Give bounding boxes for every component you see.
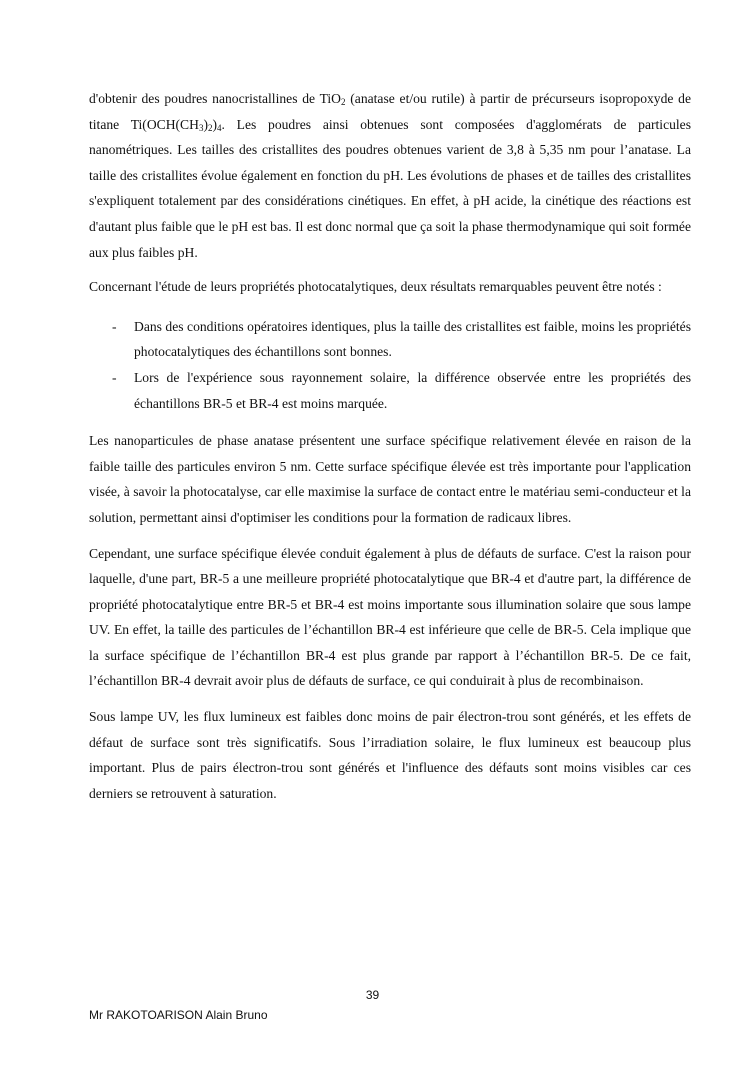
subscript: 2 [341,97,346,107]
paragraph-anatase-surface: Les nanoparticules de phase anatase présentent une surface spécifique relativement élevée en raison de la faible taille des particules environ 5 nm. Cette surface spécifique élevée est très importante pour l'application visée, à savoir la photocatalyse, car elle maximise la surface de contact entre le matériau semi-conducteur et la solution, permettant ainsi d'optimiser les conditions pour la formation de radicaux libres. [89,433,691,525]
text-run: (anatase et/ou rutile) à partir de précurseurs isopropoxyde de titane Ti(OCH(CH [89,91,691,132]
paragraph-uv-vs-solar: Sous lampe UV, les flux lumineux est faibles donc moins de pair électron-trou sont générés, et les effets de défaut de surface sont très significatifs. Sous l’irradiation solaire, le flux lumineux est beaucoup plus important. Plus de pairs électron-trou sont générés et l'influence des défauts sont moins visibles car ces derniers se retrouvent à saturation. [89,709,691,801]
text-run: d'obtenir des poudres nanocristallines de TiO [89,91,341,106]
text-run: ) [212,116,218,132]
list-item [89,365,691,416]
paragraph-synthesis [89,86,691,265]
text-run: . Les poudres ainsi obtenues sont composées d'agglomérats de particules nanométriques. Les tailles des cristallites des poudres obtenues varient de 3,8 à 5,35 nm pour l’anatase. La taille des cristallites évolue également en fonction du pH. Les évolutions de phases et de tailles des cristallites s'expliquent totalement par des considérations cinétiques. En effet, à pH acide, la cinétique des réactions est d'autant plus faible que le pH est bas. Il est donc normal que ça soit la phase thermodynamique qui soit formée aux plus faibles pH. [89,116,691,260]
paragraph-photocatalytic-intro: Concernant l'étude de leurs propriétés photocatalytiques, deux résultats remarquables peuvent être notés : [89,279,662,295]
subscript: 2 [207,122,213,133]
subscript: 3 [198,122,204,133]
subscript: 4 [217,122,222,133]
list-item [89,314,691,365]
body-text [89,86,691,816]
text-run: ) [203,116,208,132]
bullet-dash: - [112,369,117,385]
results-list [89,314,691,416]
page-number: 39 [365,988,380,1002]
bullet-dash: - [112,318,117,334]
list-item-text: Lors de l'expérience sous rayonnement solaire, la différence observée entre les propriétés des échantillons BR-5 et BR-4 est moins marquée. [134,369,691,411]
footer-author: Mr RAKOTOARISON Alain Bruno [89,1008,268,1022]
list-item-text: Dans des conditions opératoires identiques, plus la taille des cristallites est faible, moins les propriétés photocatalytiques des échantillons sont bonnes. [134,318,691,360]
paragraph-surface-defects: Cependant, une surface spécifique élevée conduit également à plus de défauts de surface. C'est la raison pour laquelle, d'une part, BR-5 a une meilleure propriété photocatalytique que BR-4 et d'autre part, la différence de propriété photocatalytique entre BR-5 et BR-4 est moins importante sous illumination solaire que sous lampe UV. En effet, la taille des particules de l’échantillon BR-4 est inférieure que celle de BR-5. Cela implique que la surface spécifique de l’échantillon BR-4 est plus grande par rapport à l’échantillon BR-5. De ce fait, l’échantillon BR-4 devrait avoir plus de défauts de surface, ce qui conduirait à plus de recombinaison. [89,545,691,689]
